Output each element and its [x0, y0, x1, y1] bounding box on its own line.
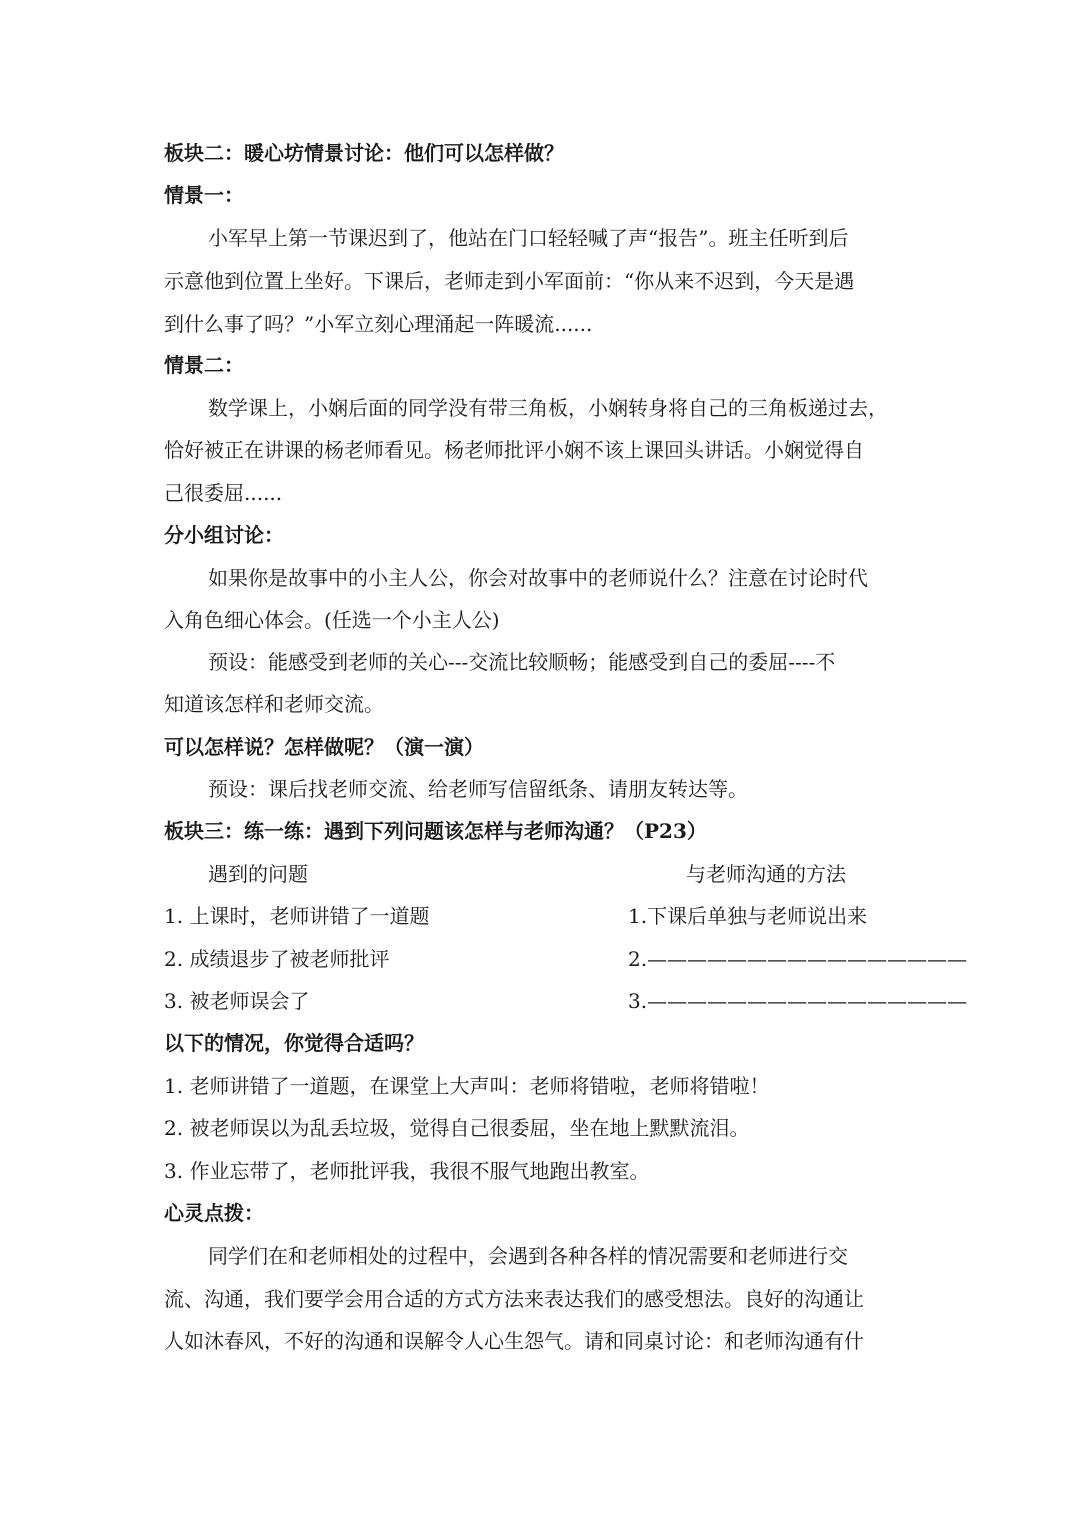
section2-title: 板块二：暖心坊情景讨论：他们可以怎样做？ — [164, 141, 564, 165]
table-row-left: 1. 上课时，老师讲错了一道题 — [164, 904, 430, 928]
act-label: 可以怎样说？怎样做呢？（演一演） — [164, 735, 484, 759]
table-row-right: 3.———————————————— — [628, 989, 968, 1013]
preset-line: 预设：能感受到老师的关心---交流比较顺畅；能感受到自己的委屈----不 — [208, 650, 836, 674]
scene1-line: 示意他到位置上坐好。下课后，老师走到小军面前：“你从来不迟到，今天是遇 — [164, 269, 855, 293]
act-line: 预设：课后找老师交流、给老师写信留纸条、请朋友转达等。 — [208, 777, 748, 801]
scene2-line: 数学课上，小娴后面的同学没有带三角板，小娴转身将自己的三角板递过去， — [208, 396, 888, 420]
table-row-left: 3. 被老师误会了 — [164, 989, 310, 1013]
tips-line: 人如沐春风，不好的沟通和误解令人心生怨气。请和同桌讨论：和老师沟通有什 — [164, 1329, 864, 1353]
scene2-line: 恰好被正在讲课的杨老师看见。杨老师批评小娴不该上课回头讲话。小娴觉得自 — [164, 438, 864, 462]
scene1-line: 小军早上第一节课迟到了，他站在门口轻轻喊了声“报告”。班主任听到后 — [208, 226, 849, 250]
scene2-line: 己很委屈...... — [164, 481, 283, 505]
group-line: 入角色细心体会。(任选一个小主人公) — [164, 608, 500, 632]
scene1-label: 情景一： — [164, 183, 244, 207]
judge-item: 2. 被老师误以为乱丢垃圾，觉得自己很委屈，坐在地上默默流泪。 — [164, 1116, 750, 1140]
judge-label: 以下的情况，你觉得合适吗？ — [164, 1031, 424, 1055]
table-row-right: 2.———————————————— — [628, 947, 968, 971]
group-line: 如果你是故事中的小主人公，你会对故事中的老师说什么？注意在讨论时代 — [208, 566, 868, 590]
scene1-line: 到什么事了吗？”小军立刻心理涌起一阵暖流...... — [164, 312, 593, 336]
tips-line: 流、沟通，我们要学会用合适的方式方法来表达我们的感受想法。良好的沟通让 — [164, 1287, 864, 1311]
scene2-label: 情景二： — [164, 353, 244, 377]
preset-line: 知道该怎样和老师交流。 — [164, 692, 384, 716]
tips-line: 同学们在和老师相处的过程中，会遇到各种各样的情况需要和老师进行交 — [208, 1244, 848, 1268]
group-label: 分小组讨论： — [164, 523, 284, 547]
table-header-left: 遇到的问题 — [208, 862, 308, 886]
judge-item: 1. 老师讲错了一道题，在课堂上大声叫：老师将错啦，老师将错啦！ — [164, 1074, 770, 1098]
table-row-left: 2. 成绩退步了被老师批评 — [164, 947, 390, 971]
table-header-right: 与老师沟通的方法 — [686, 862, 846, 886]
section3-title: 板块三：练一练：遇到下列问题该怎样与老师沟通？（P23） — [164, 819, 707, 843]
table-row-right: 1.下课后单独与老师说出来 — [628, 904, 868, 928]
judge-item: 3. 作业忘带了，老师批评我，我很不服气地跑出教室。 — [164, 1159, 650, 1183]
tips-label: 心灵点拨： — [164, 1201, 264, 1225]
